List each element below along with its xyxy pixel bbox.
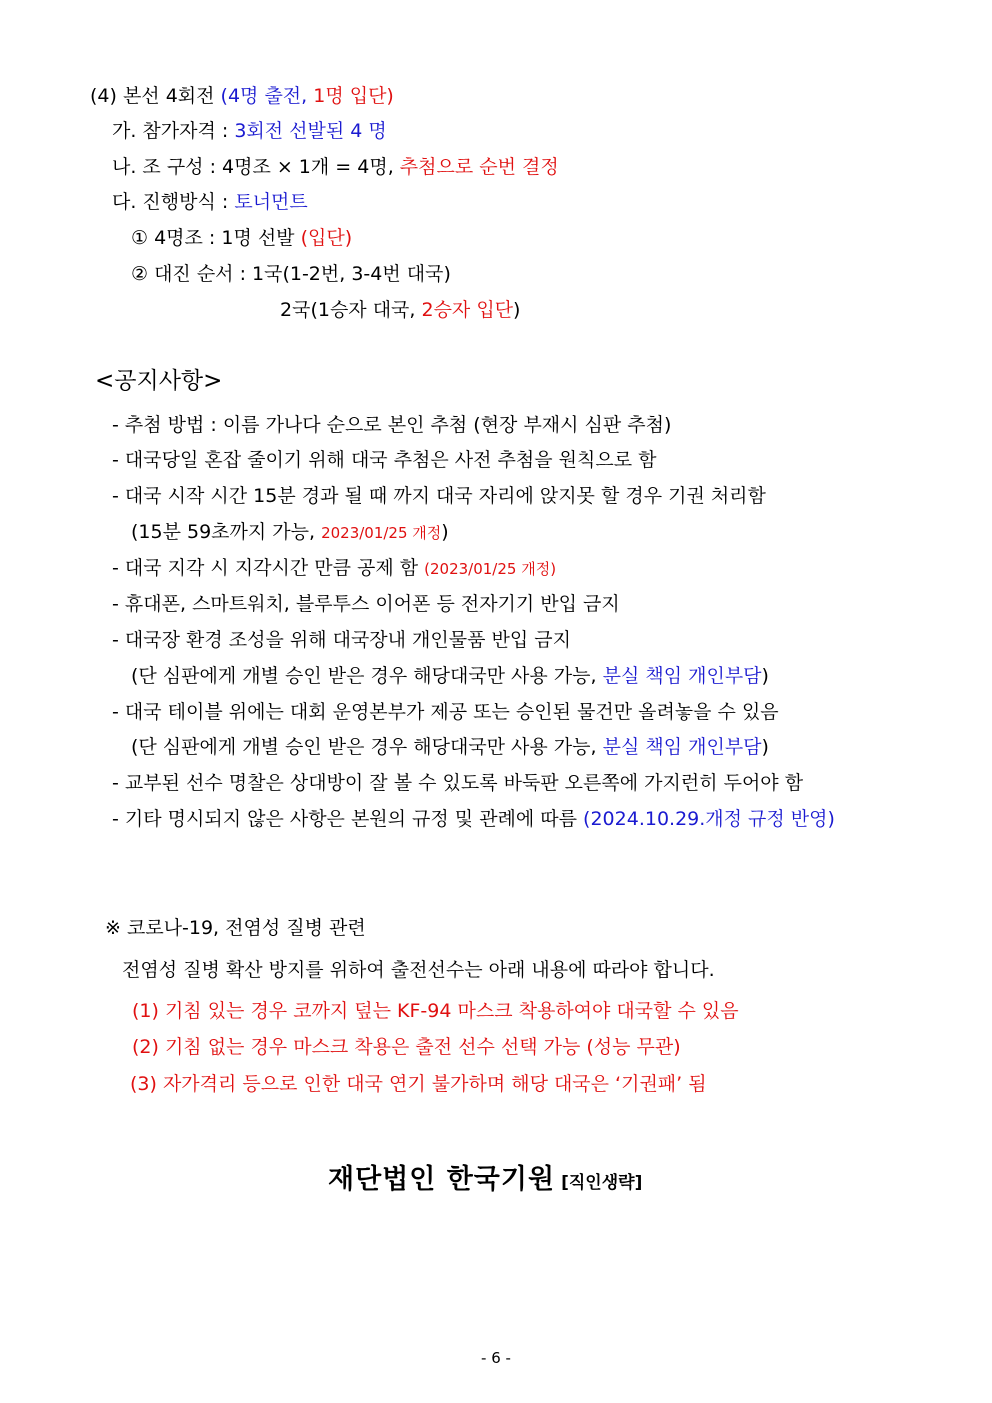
round4-sub2b (280, 297, 520, 323)
item7b-suffix: ) (761, 736, 769, 758)
covid-rule-2: (2) 기침 없는 경우 마스크 착용은 출전 선수 선택 가능 (성능 무관) (132, 1036, 681, 1058)
item3b-text: (15분 59초까지 가능, (131, 521, 322, 543)
notice-item-8: - 교부된 선수 명찰은 상대방이 잘 볼 수 있도록 바둑판 오른쪽에 가지런히 두어야 함 (112, 772, 804, 794)
notice-item-7b (131, 734, 769, 760)
round4-heading-players: (4명 출전, (220, 85, 314, 107)
notice-item-7: - 대국 테이블 위에는 대회 운영본부가 제공 또는 승인된 물건만 올려놓을 수 있음 (112, 701, 779, 723)
organization-name: 재단법인 한국기원 (328, 1164, 556, 1195)
covid-rule-1: (1) 기침 있는 경우 코까지 덮는 KF-94 마스크 착용하여야 대국할 수 있음 (132, 1000, 739, 1022)
item7b-value: 분실 책임 개인부담 (602, 736, 762, 758)
covid-title: ※ 코로나-19, 전염성 질병 관련 (105, 917, 366, 939)
round4-heading (90, 83, 394, 109)
item4-text: - 대국 지각 시 지각시간 만큼 공제 함 (112, 557, 425, 579)
item3b-date: 2023/01/25 개정 (321, 524, 442, 542)
item6b-value: 분실 책임 개인부담 (602, 665, 762, 687)
item-na-value: 추첨으로 순번 결정 (399, 156, 559, 178)
item4-date: (2023/01/25 개정) (424, 560, 557, 578)
round4-item-ga (112, 118, 387, 144)
sub1-value: (입단) (300, 227, 353, 249)
item9-text: - 기타 명시되지 않은 사항은 본원의 규정 및 관례에 따름 (112, 808, 584, 830)
sub1-text: ① 4명조 : 1명 선발 (131, 227, 301, 249)
round4-sub1 (131, 225, 352, 251)
item-ga-label: 가. 참가자격 : (112, 120, 235, 142)
sub2-text: ② 대진 순서 : 1국(1-2번, 3-4번 대국) (131, 263, 451, 285)
notice-title: <공지사항> (95, 368, 223, 394)
round4-item-na (112, 154, 559, 180)
notice-item-9 (112, 806, 835, 832)
item6b-suffix: ) (761, 665, 769, 687)
sub2b-suffix: ) (513, 299, 521, 321)
item7b-text: (단 심판에게 개별 승인 받은 경우 해당대국만 사용 가능, (131, 736, 603, 758)
notice-item-6b (131, 663, 769, 689)
item-ga-value: 3회전 선발된 4 명 (234, 120, 387, 142)
round4-sub2 (131, 261, 451, 287)
round4-item-da (112, 189, 308, 215)
round4-heading-pass: 1명 입단) (313, 85, 394, 107)
item-da-value: 토너먼트 (234, 191, 308, 213)
notice-item-2: - 대국당일 혼잡 줄이기 위해 대국 추첨은 사전 추첨을 원칙으로 함 (112, 449, 657, 471)
notice-item-5: - 휴대폰, 스마트워치, 블루투스 이어폰 등 전자기기 반입 금지 (112, 593, 620, 615)
seal-omitted: [직인생략] (561, 1173, 643, 1193)
item3b-suffix: ) (441, 521, 449, 543)
item6b-text: (단 심판에게 개별 승인 받은 경우 해당대국만 사용 가능, (131, 665, 603, 687)
sub2b-value: 2승자 입단 (421, 299, 514, 321)
notice-item-3: - 대국 시작 시간 15분 경과 될 때 까지 대국 자리에 앉지못 할 경우 기권 처리함 (112, 485, 766, 507)
notice-item-3b (131, 519, 449, 546)
notice-item-1: - 추첨 방법 : 이름 가나다 순으로 본인 추첨 (현장 부재시 심판 추첨) (112, 414, 672, 436)
footer-signature (328, 1162, 642, 1201)
covid-rule-3: (3) 자가격리 등으로 인한 대국 연기 불가하며 해당 대국은 ‘기권패’ 됨 (130, 1073, 707, 1095)
item-da-label: 다. 진행방식 : (112, 191, 235, 213)
sub2b-prefix: 2국(1승자 대국, (280, 299, 422, 321)
notice-item-4 (112, 555, 556, 582)
round4-heading-text: (4) 본선 4회전 (90, 85, 221, 107)
item9-value: (2024.10.29.개정 규정 반영) (583, 808, 835, 830)
notice-item-6: - 대국장 환경 조성을 위해 대국장내 개인물품 반입 금지 (112, 629, 571, 651)
page-number: - 6 - (481, 1349, 511, 1367)
item-na-label: 나. 조 구성 : 4명조 × 1개 = 4명, (112, 156, 400, 178)
covid-intro: 전염성 질병 확산 방지를 위하여 출전선수는 아래 내용에 따라야 합니다. (122, 959, 715, 981)
